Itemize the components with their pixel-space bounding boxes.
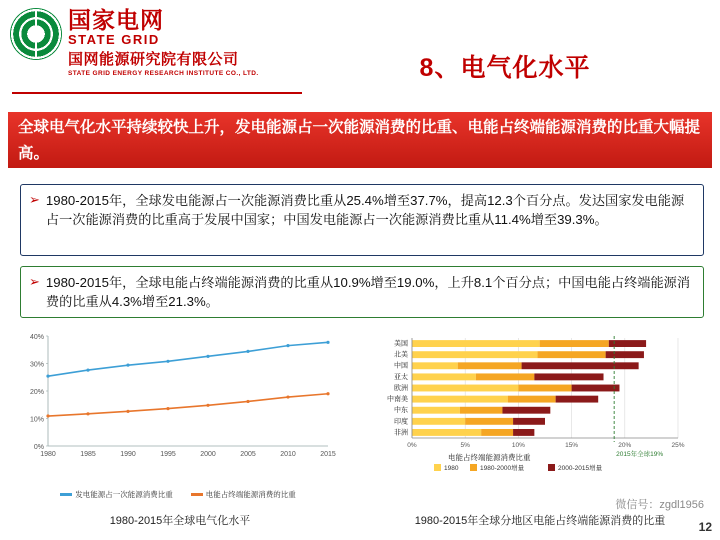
svg-text:亚太: 亚太 xyxy=(394,373,408,381)
svg-text:1995: 1995 xyxy=(160,451,176,458)
svg-text:1980-2000增量: 1980-2000增量 xyxy=(480,465,525,472)
svg-text:0%: 0% xyxy=(407,442,417,449)
caption-right: 1980-2015年全球分地区电能占终端能源消费的比重 xyxy=(414,515,666,527)
line-chart-legend xyxy=(28,489,328,500)
bullet-box-2 xyxy=(20,266,704,318)
svg-text:10%: 10% xyxy=(29,416,44,424)
svg-text:10%: 10% xyxy=(511,442,525,449)
svg-text:2000-2015增量: 2000-2015增量 xyxy=(558,465,603,472)
svg-text:2015: 2015 xyxy=(320,451,336,458)
institute-name-en: STATE GRID ENERGY RESEARCH INSTITUTE CO., LTD. xyxy=(68,70,259,78)
svg-text:1990: 1990 xyxy=(120,451,136,458)
svg-text:1980: 1980 xyxy=(40,451,56,458)
bullet-arrow-icon: ➢ xyxy=(29,192,40,207)
bullet-text-1: 1980-2015年，全球发电能源占一次能源消费比重从25.4%增至37.7%，提高12.3个百分点。发达国家发电能源占一次能源消费的比重高于发展中国家；中国发电能源占一次能源消费比重从11.4%增至39.3%。 xyxy=(45,193,685,227)
svg-text:25%: 25% xyxy=(671,442,685,449)
svg-text:欧洲: 欧洲 xyxy=(394,384,408,392)
svg-text:2010: 2010 xyxy=(280,451,296,458)
svg-text:15%: 15% xyxy=(565,442,579,449)
svg-text:20%: 20% xyxy=(618,442,632,449)
svg-text:中南美: 中南美 xyxy=(387,396,408,404)
svg-text:30%: 30% xyxy=(29,361,44,369)
svg-text:2005: 2005 xyxy=(240,451,256,458)
page-number: 12 xyxy=(698,520,712,534)
svg-text:0%: 0% xyxy=(33,444,44,451)
legend-item-primary xyxy=(60,489,173,500)
svg-text:5%: 5% xyxy=(460,442,470,449)
bullet-box-1 xyxy=(20,184,704,256)
line-chart-svg xyxy=(18,326,338,476)
bullet-text-2: 1980-2015年，全球电能占终端能源消费的比重从10.9%增至19.0%，上升8.1个百分点；中国电能占终端能源消费的比重从4.3%增至21.3%。 xyxy=(45,275,691,309)
svg-text:印度: 印度 xyxy=(394,418,408,426)
svg-text:1985: 1985 xyxy=(80,451,96,458)
legend-label-final: 电能占终端能源消费的比重 xyxy=(205,490,296,499)
state-grid-logo-icon xyxy=(10,8,62,60)
svg-text:电能占终端能源消费比重: 电能占终端能源消费比重 xyxy=(448,453,531,462)
svg-text:20%: 20% xyxy=(29,389,44,396)
summary-banner: 全球电气化水平持续较快上升，发电能源占一次能源消费的比重、电能占终端能源消费的比重大幅提高。 xyxy=(8,112,712,168)
institute-name-cn: 国网能源研究院有限公司 xyxy=(68,50,239,68)
legend-label-primary: 发电能源占一次能源消费比重 xyxy=(75,490,173,499)
brand-name-en: STATE GRID xyxy=(68,32,160,48)
brand-header xyxy=(10,8,259,77)
watermark: 微信号：zgdl1956 xyxy=(615,499,704,511)
header-divider xyxy=(12,92,302,94)
caption-left: 1980-2015年全球电气化水平 xyxy=(109,515,251,527)
svg-text:中国: 中国 xyxy=(394,362,408,370)
svg-text:1980: 1980 xyxy=(444,465,459,472)
page-title: 8、电气化水平 xyxy=(419,54,591,82)
svg-text:40%: 40% xyxy=(29,334,44,341)
svg-text:美国: 美国 xyxy=(394,340,408,348)
brand-name-cn: 国家电网 xyxy=(68,7,164,33)
bullet-arrow-icon: ➢ xyxy=(29,274,40,289)
svg-text:中东: 中东 xyxy=(394,407,408,415)
bar-chart-regional xyxy=(378,326,708,476)
svg-text:2015年全球19%: 2015年全球19% xyxy=(616,451,664,458)
line-chart-electrification xyxy=(18,326,338,476)
svg-text:北美: 北美 xyxy=(394,351,408,359)
svg-text:2000: 2000 xyxy=(200,451,216,458)
svg-text:非洲: 非洲 xyxy=(394,429,408,437)
brand-text xyxy=(68,8,259,77)
legend-item-final xyxy=(191,489,296,500)
bar-chart-svg xyxy=(378,326,708,476)
